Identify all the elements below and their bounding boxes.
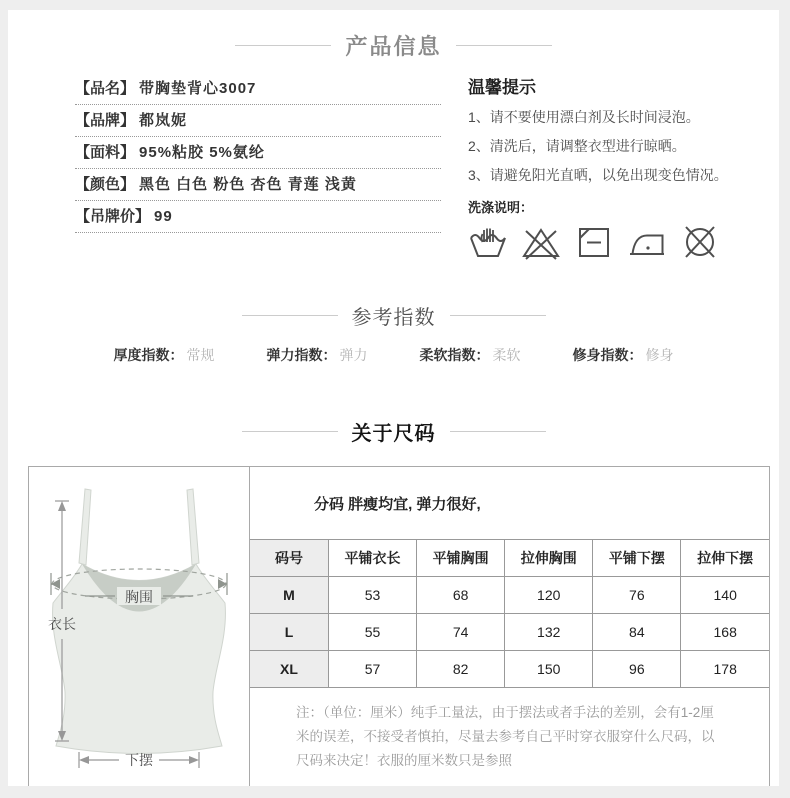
value-cell: 53 (329, 577, 417, 614)
warm-tips-panel (468, 73, 773, 261)
tip-item: 1、请不要使用漂白剂及长时间浸泡。 (468, 109, 700, 125)
do-not-dry-clean-icon (680, 223, 720, 261)
product-detail-sheet (8, 10, 779, 786)
value-cell: 150 (505, 651, 593, 688)
attr-row-color (75, 169, 441, 201)
col-header-size: 码号 (250, 540, 329, 577)
top-columns (75, 73, 779, 261)
attr-value: 都岚妮 (139, 112, 188, 129)
iron-low-heat-icon (627, 223, 667, 261)
index-thickness: 厚度指数： 常规 (113, 347, 215, 363)
attr-row-price (75, 201, 441, 233)
col-header-stretch-bust: 拉伸胸围 (505, 540, 593, 577)
value-cell: 140 (681, 577, 769, 614)
col-header-flat-bust: 平铺胸围 (417, 540, 505, 577)
reference-index-row (8, 345, 779, 365)
value-cell: 68 (417, 577, 505, 614)
value-cell: 120 (505, 577, 593, 614)
attr-row-brand (75, 105, 441, 137)
value-cell: 57 (329, 651, 417, 688)
reference-index-title-row (8, 301, 779, 330)
size-section-title-row (8, 417, 779, 446)
title-divider-right (450, 315, 546, 316)
title-divider-left (242, 315, 338, 316)
value-cell: 168 (681, 614, 769, 651)
value-cell: 55 (329, 614, 417, 651)
attr-row-name (75, 73, 441, 105)
dry-flat-in-shade-icon (574, 223, 614, 261)
value-cell: 82 (417, 651, 505, 688)
index-softness: 柔软指数： 柔软 (419, 347, 521, 363)
attr-value: 95%粘胶 5%氨纶 (139, 144, 265, 161)
size-cell: L (250, 614, 329, 651)
do-not-bleach-icon (521, 223, 561, 261)
size-chart-box (28, 466, 770, 786)
size-cell: M (250, 577, 329, 614)
value-cell: 74 (417, 614, 505, 651)
bust-label: 胸围 (125, 589, 153, 605)
col-header-flat-length: 平铺衣长 (329, 540, 417, 577)
attr-label: 【颜色】 (75, 176, 136, 193)
title-divider-left (242, 431, 338, 432)
size-section-title: 关于尺码 (351, 423, 436, 445)
attr-value: 带胸垫背心3007 (139, 80, 257, 97)
size-table (250, 539, 769, 688)
garment-diagram-cell (29, 467, 250, 786)
product-info-title: 产品信息 (345, 34, 442, 59)
measurement-note: 注：（单位：厘米）纯手工量法，由于摆法或者手法的差别，会有1-2厘米的误差，不接受者慎拍，尽量去参考自己平时穿衣服穿什么尺码，以尺码来决定！衣服的厘米数只是参照 (296, 705, 715, 768)
value-cell: 84 (593, 614, 681, 651)
tip-item: 2、清洗后，请调整衣型进行晾晒。 (468, 138, 686, 154)
attr-label: 【品名】 (75, 80, 136, 97)
hand-wash-icon (468, 223, 508, 261)
value-cell: 96 (593, 651, 681, 688)
attr-label: 【品牌】 (75, 112, 136, 129)
value-cell: 76 (593, 577, 681, 614)
hem-label: 下摆 (125, 752, 153, 768)
attr-value: 黑色 白色 粉色 杏色 青莲 浅黄 (139, 176, 357, 193)
index-elasticity: 弹力指数： 弹力 (266, 347, 368, 363)
wash-instructions-label: 洗涤说明： (468, 200, 534, 215)
size-cell: XL (250, 651, 329, 688)
attr-row-fabric (75, 137, 441, 169)
length-label: 衣长 (48, 616, 76, 632)
camisole-diagram (29, 467, 249, 786)
table-row-xl (250, 651, 769, 688)
value-cell: 178 (681, 651, 769, 688)
title-divider-right (456, 45, 552, 46)
value-cell: 132 (505, 614, 593, 651)
title-divider-right (450, 431, 546, 432)
product-info-title-row (8, 30, 779, 61)
table-row-l (250, 614, 769, 651)
size-intro-text: 分码 胖瘦均宜, 弹力很好, (314, 495, 481, 513)
index-fit: 修身指数： 修身 (572, 347, 674, 363)
table-row-m (250, 577, 769, 614)
attribute-list (75, 73, 441, 261)
col-header-stretch-hem: 拉伸下摆 (681, 540, 769, 577)
size-table-panel (250, 467, 769, 786)
attr-value: 99 (154, 208, 173, 225)
size-table-header-row (250, 540, 769, 577)
attr-label: 【面料】 (75, 144, 136, 161)
title-divider-left (235, 45, 331, 46)
col-header-flat-hem: 平铺下摆 (593, 540, 681, 577)
reference-index-title: 参考指数 (351, 307, 436, 329)
attr-label: 【吊牌价】 (75, 208, 151, 225)
tip-item: 3、请避免阳光直晒，以免出现变色情况。 (468, 167, 728, 183)
warm-tips-title: 温馨提示 (468, 78, 536, 97)
wash-icon-row (468, 223, 773, 261)
